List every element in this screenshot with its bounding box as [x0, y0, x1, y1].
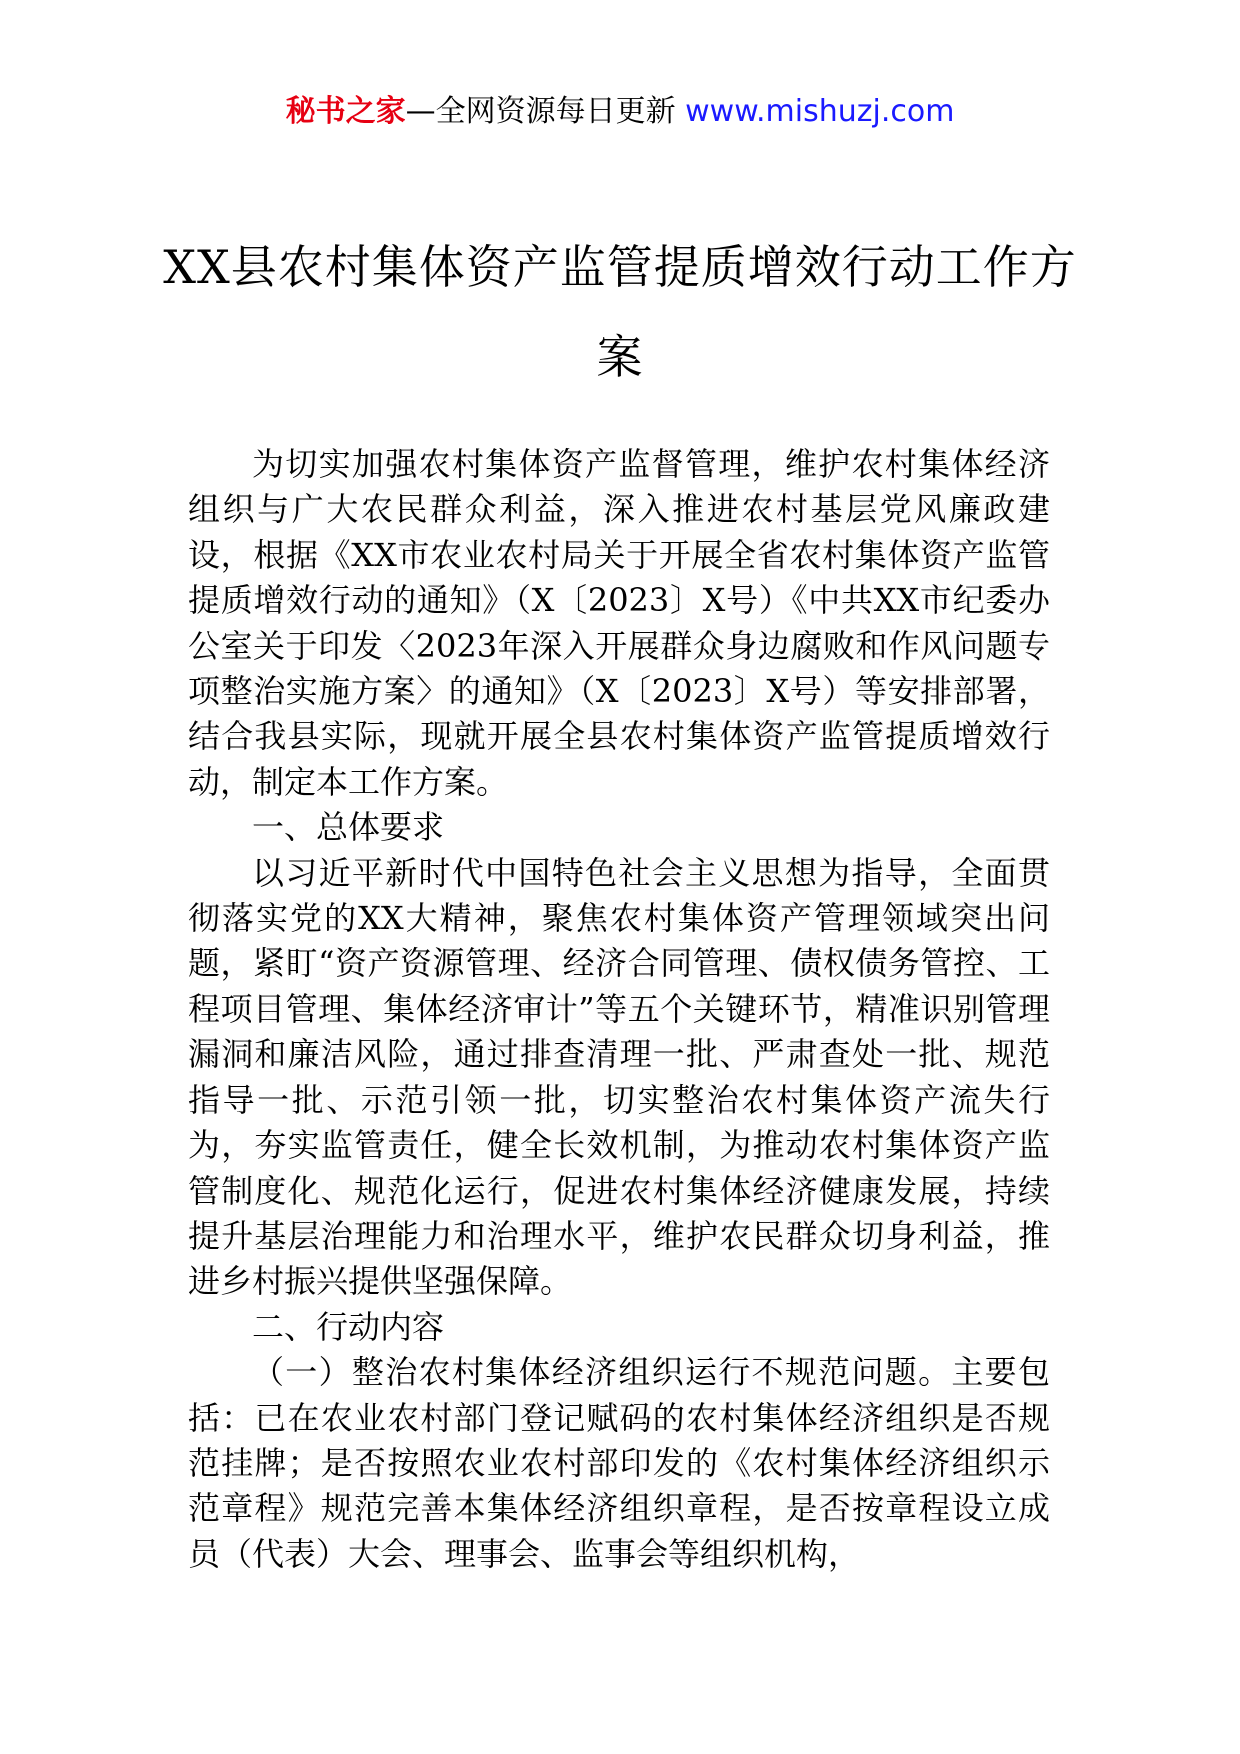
brand-name: 秘书之家: [285, 94, 406, 129]
intro-paragraph: 为切实加强农村集体资产监督管理，维护农村集体经济组织与广大农民群众利益，深入推进农村基层党风廉政建设，根据《XX市农业农村局关于开展全省农村集体资产监管提质增效行动的通知》（X〔2023〕X号）《中共XX市纪委办公室关于印发〈2023年深入开展群众身边腐败和作风问题专项整治实施方案〉的通知》（X〔2023〕X号）等安排部署，结合我县实际，现就开展全县农村集体资产监管提质增效行动，制定本工作方案。: [188, 445, 1050, 801]
section-heading-general-requirements: 一、总体要求: [252, 808, 445, 847]
document-title: XX县农村集体资产监管提质增效行动工作方案: [163, 240, 1077, 384]
site-url-link[interactable]: www.mishuzj.com: [685, 94, 955, 129]
action-item-1-paragraph: （一）整治农村集体经济组织运行不规范问题。主要包括：已在农业农村部门登记赋码的农村集体经济组织是否规范挂牌；是否按照农业农村部印发的《农村集体经济组织示范章程》规范完善本集体经济组织章程，是否按章程设立成员（代表）大会、理事会、监事会等组织机构，: [188, 1353, 1050, 1573]
section-heading-action-content: 二、行动内容: [252, 1307, 445, 1346]
general-requirements-paragraph: 以习近平新时代中国特色社会主义思想为指导，全面贯彻落实党的XX大精神，聚焦农村集体资产管理领域突出问题，紧盯“资产资源管理、经济合同管理、债权债务管控、工程项目管理、集体经济审计”等五个关键环节，精准识别管理漏洞和廉洁风险，通过排查清理一批、严肃查处一批、规范指导一批、示范引领一批，切实整治农村集体资产流失行为，夯实监管责任，健全长效机制，为推动农村集体资产监管制度化、规范化运行，促进农村集体经济健康发展，持续提升基层治理能力和治理水平，维护农民群众切身利益，推进乡村振兴提供坚强保障。: [188, 853, 1050, 1301]
document-body: [188, 442, 1050, 1577]
site-header: [0, 92, 1240, 132]
header-slogan: —全网资源每日更新: [405, 94, 676, 129]
